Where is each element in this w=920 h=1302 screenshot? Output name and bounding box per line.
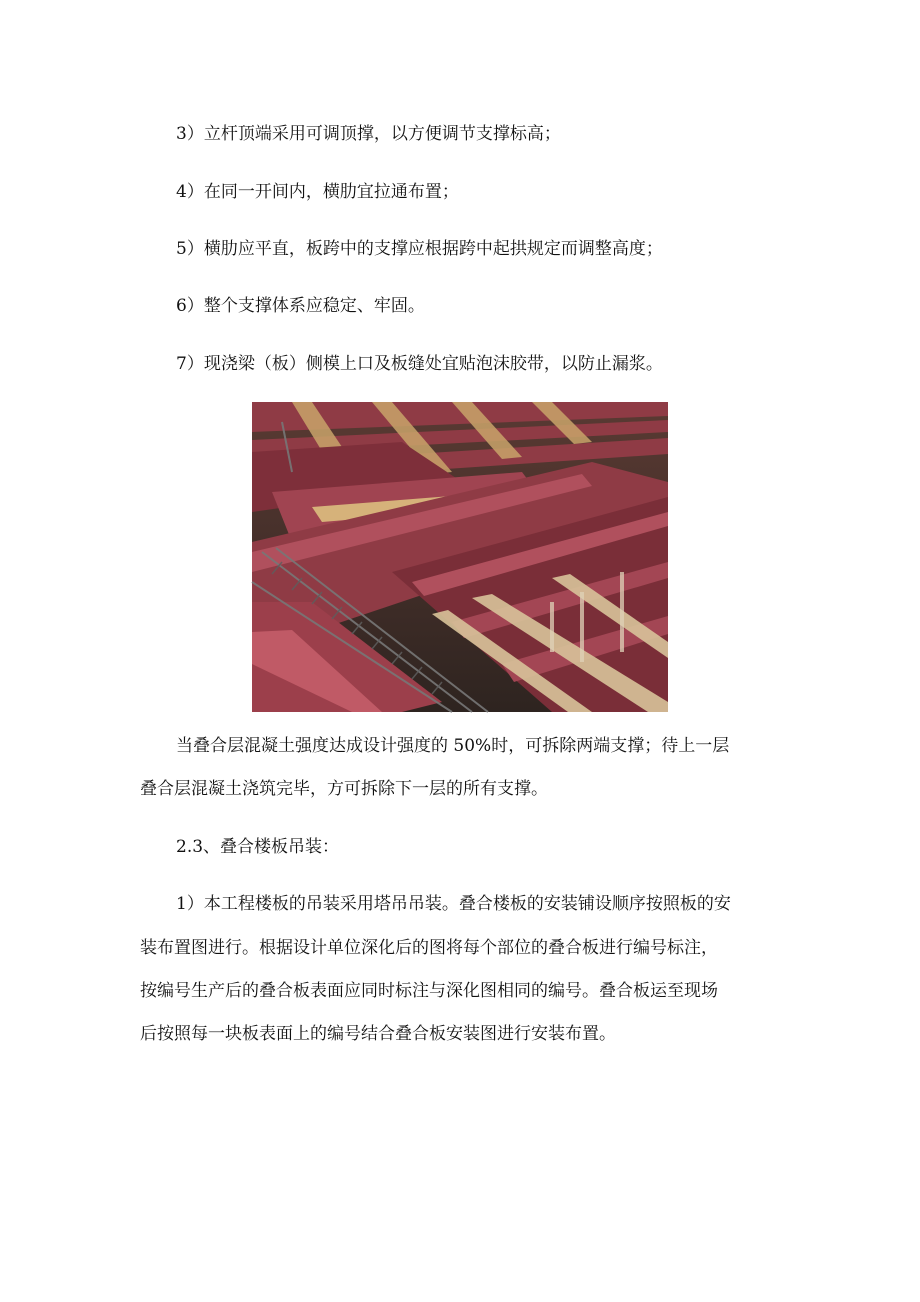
list-item-5: 5）横肋应平直，板跨中的支撑应根据跨中起拱规定而调整高度； — [176, 239, 663, 259]
hoisting-paragraph-line-1: 1）本工程楼板的吊装采用塔吊吊装。叠合楼板的安装铺设顺序按照板的安 — [176, 894, 731, 914]
hoisting-paragraph-line-2: 装布置图进行。根据设计单位深化后的图将每个部位的叠合板进行编号标注， — [140, 938, 718, 958]
formwork-photo-graphic — [252, 402, 668, 712]
hoisting-paragraph-line-3: 按编号生产后的叠合板表面应同时标注与深化图相同的编号。叠合板运至现场 — [140, 981, 718, 1001]
list-item-7: 7）现浇梁（板）侧模上口及板缝处宜贴泡沫胶带，以防止漏浆。 — [176, 354, 663, 374]
list-item-3: 3）立杆顶端采用可调顶撑，以方便调节支撑标高； — [176, 124, 561, 144]
removal-paragraph-line-2: 叠合层混凝土浇筑完毕，方可拆除下一层的所有支撑。 — [140, 779, 548, 799]
list-item-6: 6）整个支撑体系应稳定、牢固。 — [176, 296, 425, 316]
list-item-4: 4）在同一开间内，横肋宜拉通布置； — [176, 182, 459, 202]
removal-paragraph-line-1: 当叠合层混凝土强度达成设计强度的 50%时，可拆除两端支撑；待上一层 — [176, 736, 730, 756]
section-heading: 2.3、叠合楼板吊装： — [176, 837, 340, 857]
photo-watermark: www.zixin.com.cn — [484, 1014, 894, 1065]
hoisting-paragraph-line-4: 后按照每一块板表面上的编号结合叠合板安装图进行安装布置。 — [140, 1024, 616, 1044]
